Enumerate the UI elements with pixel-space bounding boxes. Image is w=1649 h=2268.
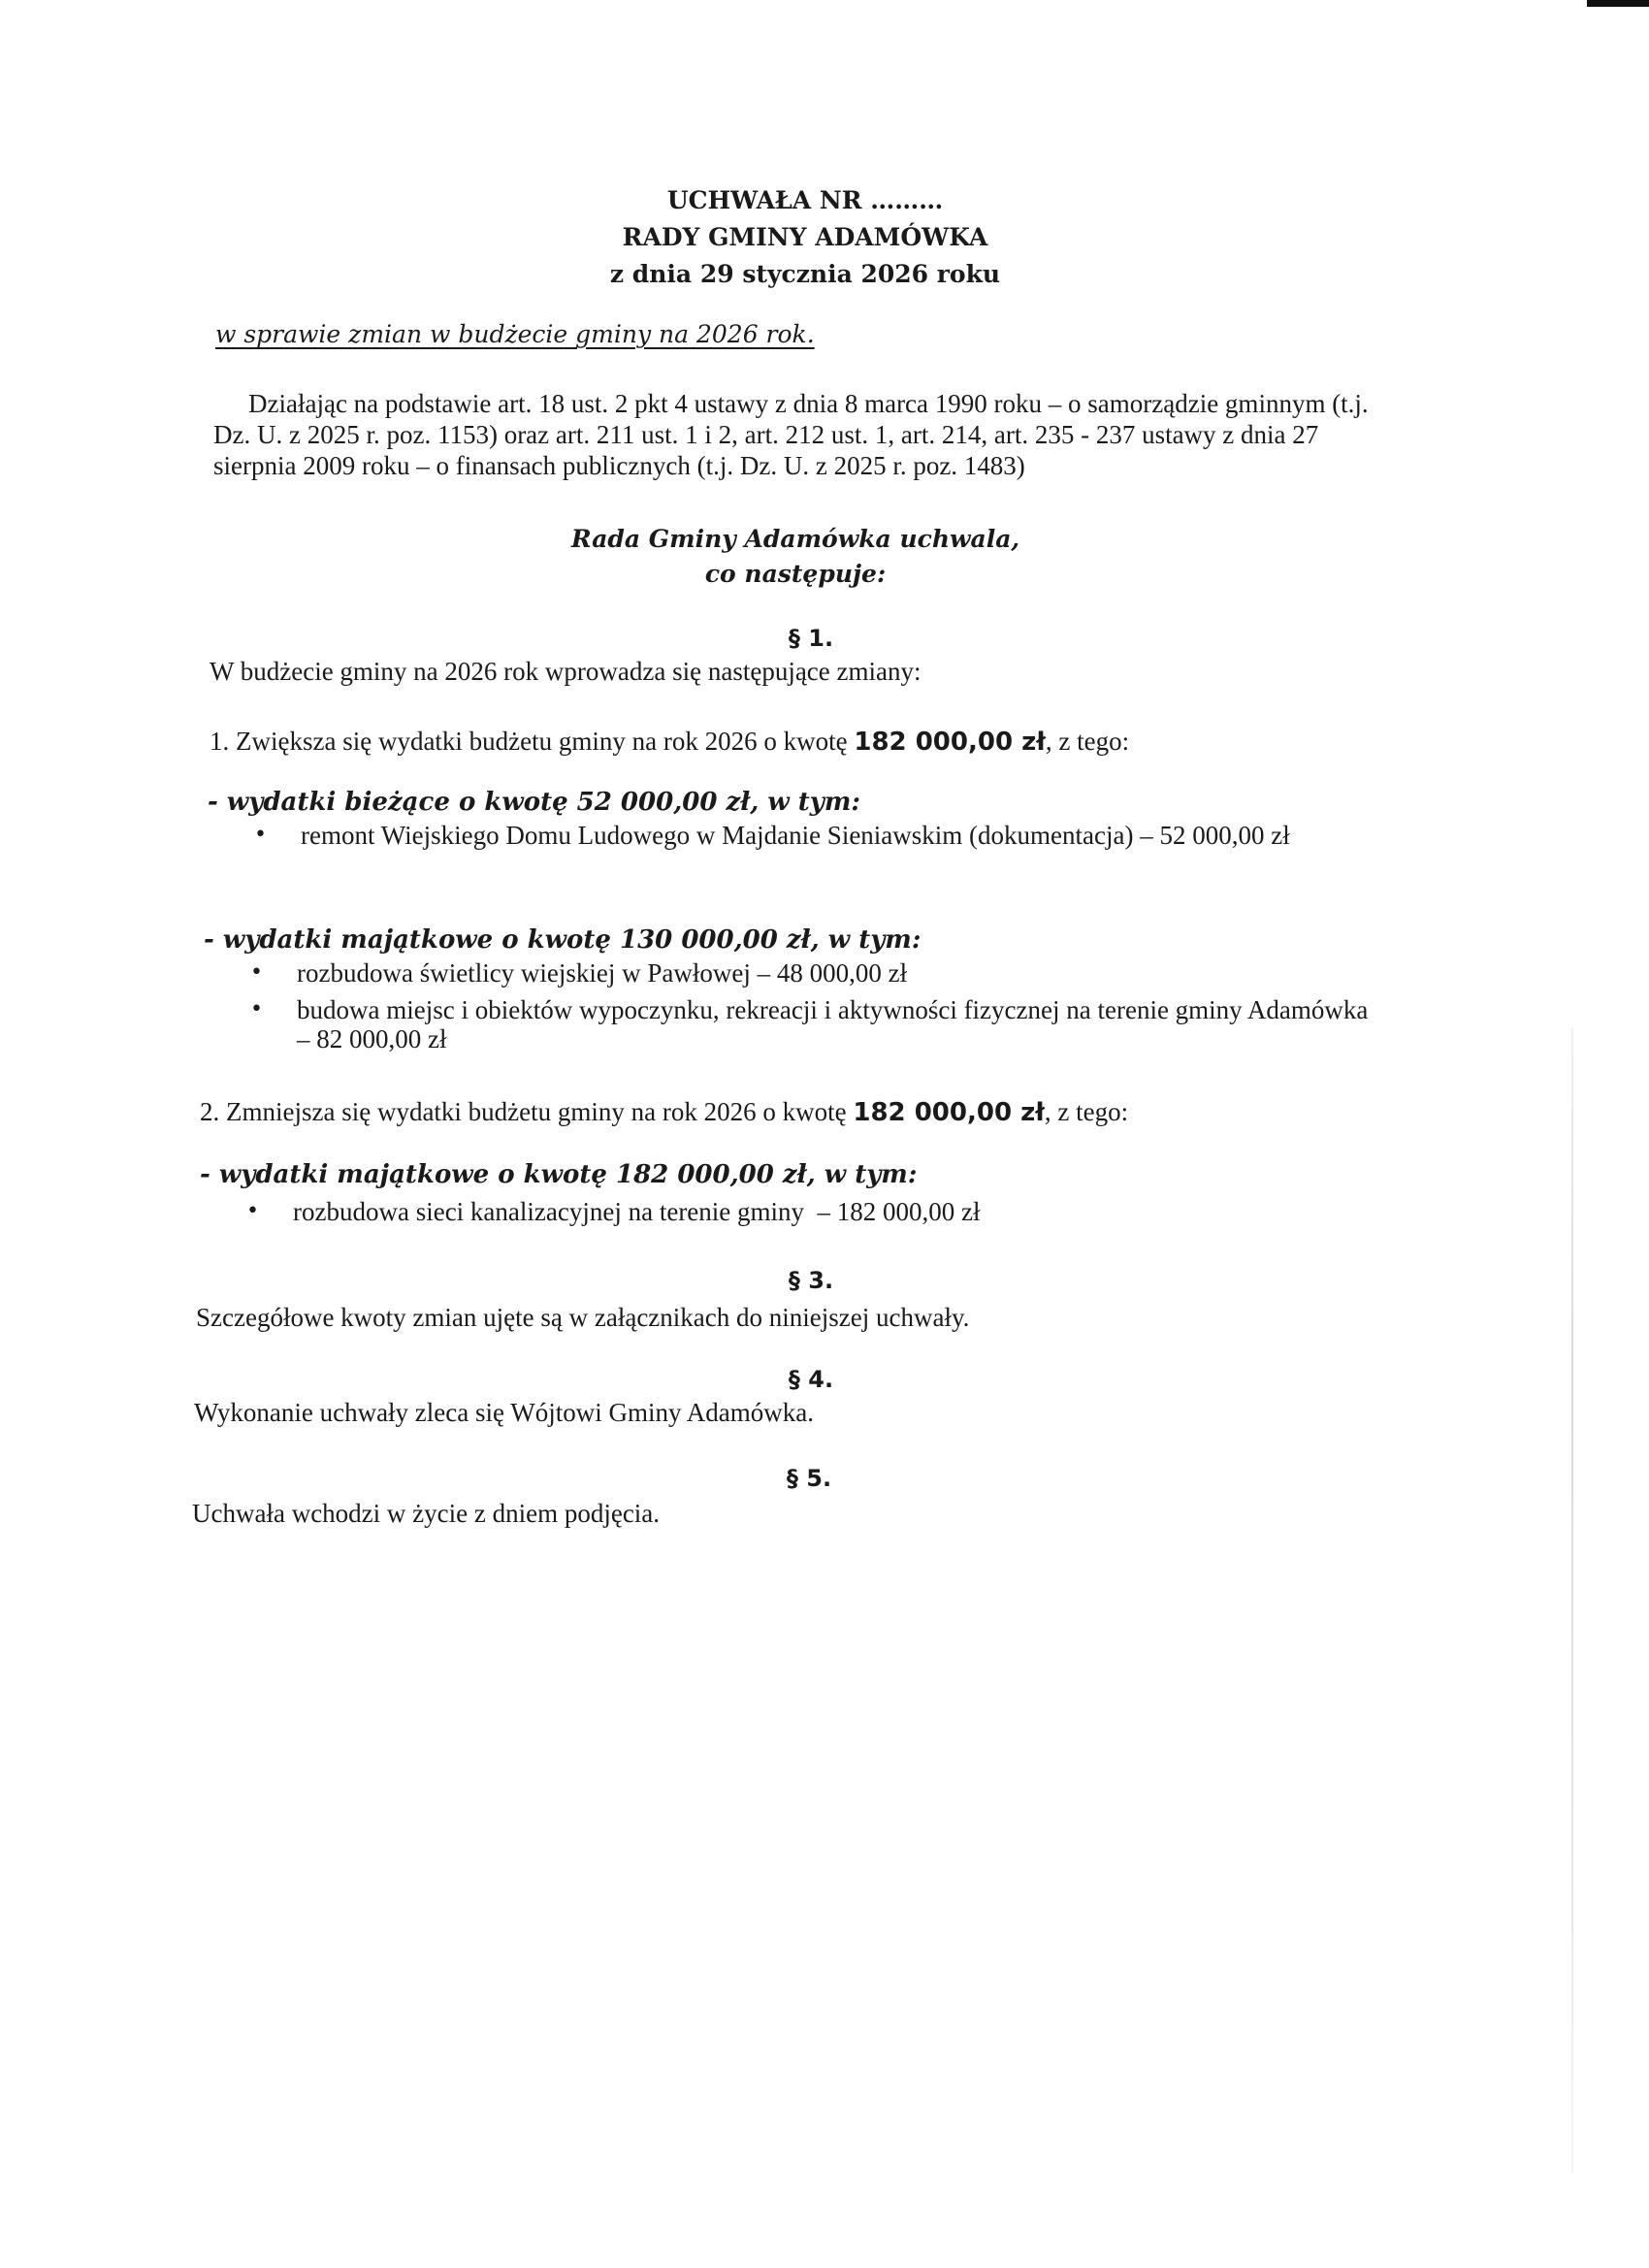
section-5-heading: § 5. — [786, 1465, 832, 1492]
enacting-line-2: co następuje: — [704, 560, 887, 588]
decrease-statement: 2. Zmniejsza się wydatki budżetu gminy na rok 2026 o kwotę 182 000,00 zł, z tego: — [200, 1097, 1129, 1127]
section-4-heading: § 4. — [788, 1366, 834, 1393]
decrease-capital-heading: - wydatki majątkowe o kwotę 182 000,00 zł, w tym: — [200, 1160, 918, 1189]
council-name: RADY GMINY ADAMÓWKA — [622, 223, 988, 251]
bullet-icon: • — [250, 960, 263, 985]
section-4-text: Wykonanie uchwały zleca się Wójtowi Gminy Adamówka. — [194, 1398, 814, 1427]
bullet-icon: • — [250, 997, 263, 1021]
enacting-formula — [446, 522, 1145, 592]
current-expenses-heading: - wydatki bieżące o kwotę 52 000,00 zł, w tym: — [208, 788, 861, 817]
section-1-heading: § 1. — [788, 625, 834, 652]
section-3-text: Szczegółowe kwoty zmian ujęte są w załącznikach do niniejszej uchwały. — [196, 1303, 970, 1332]
resolution-number: UCHWAŁA NR ……… — [666, 186, 944, 214]
section-5-text: Uchwała wchodzi w życie z dniem podjęcia. — [192, 1499, 661, 1528]
section-3-heading: § 3. — [788, 1267, 834, 1294]
current-expenses-list — [254, 821, 1360, 858]
bullet-icon: • — [246, 1199, 259, 1223]
section-1-intro: W budżecie gminy na 2026 rok wprowadza się następujące zmiany: — [210, 657, 922, 686]
legal-basis-paragraph: Działając na podstawie art. 18 ust. 2 pkt 4 ustawy z dnia 8 marca 1990 roku – o samorządzie gminnym (t.j. Dz. U. z 2025 r. poz. 1153) oraz art. 211 ust. 1 i 2, art. 212 ust. 1, art. 214, art. 235 - 237 ustawy z dnia 27 sierpnia 2009 roku – o finansach publicznych (t.j. Dz. U. z 2025 r. poz. 1483) — [213, 389, 1369, 480]
resolution-subject: w sprawie zmian w budżecie gminy na 2026 rok. — [215, 320, 815, 348]
resolution-title — [543, 182, 1067, 293]
bullet-icon: • — [254, 823, 267, 847]
list-item: • rozbudowa świetlicy wiejskiej w Pawłowej – 48 000,00 zł — [250, 958, 908, 988]
increase-statement: 1. Zwiększa się wydatki budżetu gminy na rok 2026 o kwotę 182 000,00 zł, z tego: — [210, 727, 1130, 757]
decrease-amount: 182 000,00 zł — [853, 1098, 1045, 1127]
capital-expenses-list — [250, 958, 1375, 1061]
list-item: • budowa miejsc i obiektów wypoczynku, rekreacji i aktywności fizycznej na terenie gminy Adamówka – 82 000,00 zł — [250, 995, 1369, 1053]
list-item: • rozbudowa sieci kanalizacyjnej na terenie gminy – 182 000,00 zł — [246, 1197, 981, 1226]
increase-amount: 182 000,00 zł — [854, 728, 1046, 757]
enacting-line-1: Rada Gminy Adamówka uchwala, — [570, 525, 1020, 553]
list-item: • remont Wiejskiego Domu Ludowego w Majdanie Sieniawskim (dokumentacja) – 52 000,00 zł — [254, 821, 1290, 850]
resolution-date: z dnia 29 stycznia 2026 roku — [609, 260, 1001, 288]
capital-expenses-heading: - wydatki majątkowe o kwotę 130 000,00 zł, w tym: — [204, 925, 922, 955]
decrease-capital-list — [246, 1197, 1313, 1234]
